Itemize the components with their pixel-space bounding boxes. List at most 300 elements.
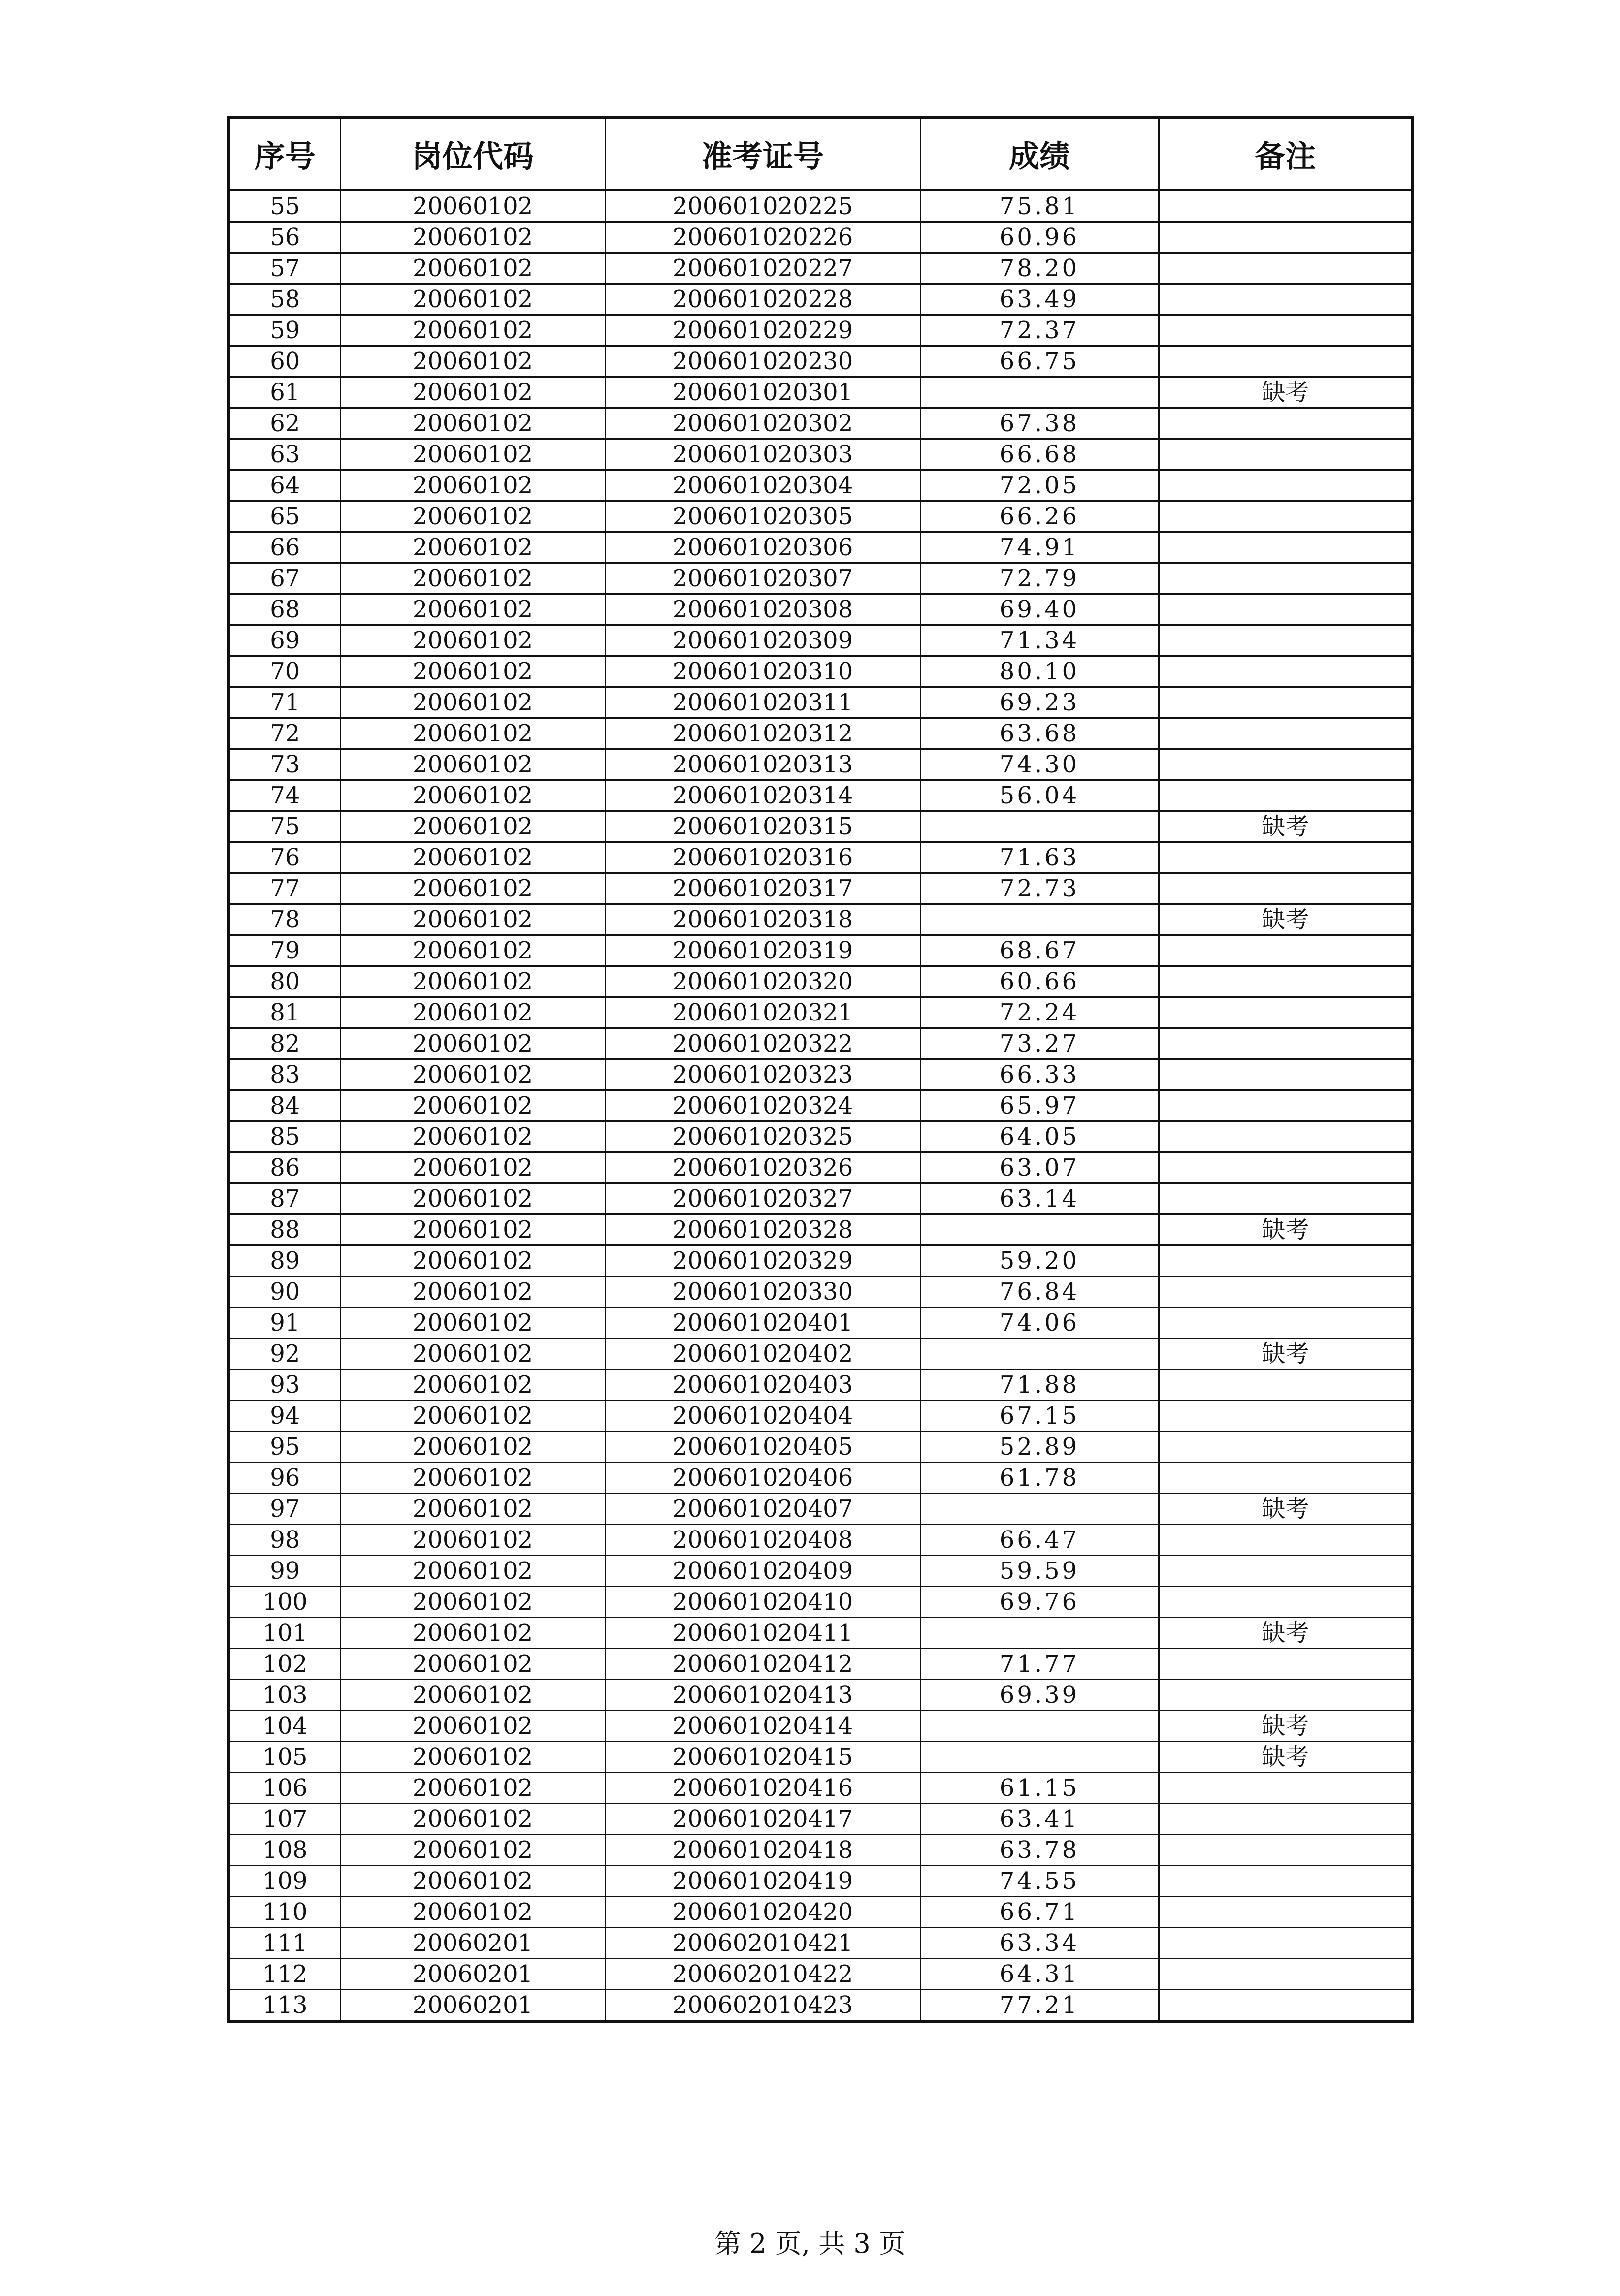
cell-seq: 93 xyxy=(229,1370,340,1401)
cell-score xyxy=(920,377,1159,408)
cell-seq: 58 xyxy=(229,284,340,315)
cell-seq: 85 xyxy=(229,1121,340,1152)
cell-seq: 98 xyxy=(229,1525,340,1556)
cell-remarks xyxy=(1159,222,1413,253)
cell-admission-number: 200601020226 xyxy=(605,222,920,253)
table-row xyxy=(229,190,1413,222)
cell-admission-number: 200601020418 xyxy=(605,1835,920,1866)
cell-admission-number: 200601020229 xyxy=(605,315,920,346)
cell-remarks: 缺考 xyxy=(1159,811,1413,842)
cell-position-code: 20060102 xyxy=(340,1152,605,1183)
score-table xyxy=(227,116,1414,2023)
table-row xyxy=(229,1401,1413,1432)
table-row xyxy=(229,966,1413,997)
cell-remarks xyxy=(1159,315,1413,346)
table-row xyxy=(229,1866,1413,1897)
cell-position-code: 20060201 xyxy=(340,1959,605,1990)
cell-seq: 81 xyxy=(229,997,340,1028)
cell-admission-number: 200601020415 xyxy=(605,1742,920,1773)
cell-admission-number: 200601020420 xyxy=(605,1897,920,1928)
cell-score: 71.77 xyxy=(920,1649,1159,1680)
table-row xyxy=(229,1214,1413,1245)
cell-position-code: 20060102 xyxy=(340,501,605,532)
cell-seq: 99 xyxy=(229,1556,340,1587)
cell-score: 77.21 xyxy=(920,1990,1159,2022)
table-row xyxy=(229,1028,1413,1059)
table-row xyxy=(229,346,1413,377)
table-row xyxy=(229,1742,1413,1773)
cell-remarks xyxy=(1159,1556,1413,1587)
cell-remarks xyxy=(1159,1028,1413,1059)
cell-position-code: 20060102 xyxy=(340,1897,605,1928)
cell-admission-number: 200601020305 xyxy=(605,501,920,532)
cell-position-code: 20060102 xyxy=(340,625,605,656)
cell-position-code: 20060102 xyxy=(340,873,605,904)
cell-position-code: 20060102 xyxy=(340,1680,605,1711)
cell-admission-number: 200601020322 xyxy=(605,1028,920,1059)
table-row xyxy=(229,1897,1413,1928)
cell-admission-number: 200601020410 xyxy=(605,1587,920,1618)
cell-remarks xyxy=(1159,656,1413,687)
cell-position-code: 20060102 xyxy=(340,1090,605,1121)
cell-score: 67.38 xyxy=(920,408,1159,439)
cell-position-code: 20060201 xyxy=(340,1928,605,1959)
cell-remarks xyxy=(1159,625,1413,656)
cell-remarks xyxy=(1159,346,1413,377)
cell-seq: 73 xyxy=(229,749,340,780)
table-row xyxy=(229,1370,1413,1401)
cell-position-code: 20060102 xyxy=(340,935,605,966)
cell-score: 66.75 xyxy=(920,346,1159,377)
cell-position-code: 20060102 xyxy=(340,687,605,718)
cell-score: 72.73 xyxy=(920,873,1159,904)
score-sheet xyxy=(227,116,1411,2023)
cell-admission-number: 200601020407 xyxy=(605,1494,920,1525)
cell-admission-number: 200602010421 xyxy=(605,1928,920,1959)
table-row xyxy=(229,408,1413,439)
cell-position-code: 20060102 xyxy=(340,284,605,315)
table-row xyxy=(229,718,1413,749)
table-row xyxy=(229,253,1413,284)
cell-admission-number: 200601020304 xyxy=(605,470,920,501)
cell-position-code: 20060102 xyxy=(340,1618,605,1649)
cell-position-code: 20060102 xyxy=(340,470,605,501)
cell-remarks xyxy=(1159,1245,1413,1276)
cell-seq: 72 xyxy=(229,718,340,749)
cell-score: 72.37 xyxy=(920,315,1159,346)
cell-position-code: 20060102 xyxy=(340,1494,605,1525)
cell-position-code: 20060102 xyxy=(340,563,605,594)
table-row xyxy=(229,1556,1413,1587)
cell-admission-number: 200601020225 xyxy=(605,190,920,222)
cell-remarks xyxy=(1159,1276,1413,1307)
cell-score: 74.06 xyxy=(920,1307,1159,1339)
cell-admission-number: 200601020412 xyxy=(605,1649,920,1680)
cell-admission-number: 200601020311 xyxy=(605,687,920,718)
cell-admission-number: 200601020403 xyxy=(605,1370,920,1401)
cell-admission-number: 200601020413 xyxy=(605,1680,920,1711)
cell-score xyxy=(920,1214,1159,1245)
cell-admission-number: 200601020406 xyxy=(605,1463,920,1494)
cell-seq: 91 xyxy=(229,1307,340,1339)
cell-score: 69.23 xyxy=(920,687,1159,718)
cell-remarks xyxy=(1159,780,1413,811)
cell-remarks xyxy=(1159,873,1413,904)
cell-seq: 69 xyxy=(229,625,340,656)
cell-seq: 57 xyxy=(229,253,340,284)
cell-remarks xyxy=(1159,532,1413,563)
cell-remarks: 缺考 xyxy=(1159,1214,1413,1245)
cell-remarks: 缺考 xyxy=(1159,904,1413,935)
cell-admission-number: 200601020404 xyxy=(605,1401,920,1432)
cell-remarks xyxy=(1159,1463,1413,1494)
cell-position-code: 20060102 xyxy=(340,222,605,253)
cell-position-code: 20060102 xyxy=(340,842,605,873)
table-row xyxy=(229,1152,1413,1183)
cell-position-code: 20060102 xyxy=(340,1432,605,1463)
cell-score: 69.76 xyxy=(920,1587,1159,1618)
cell-remarks: 缺考 xyxy=(1159,1339,1413,1370)
cell-position-code: 20060102 xyxy=(340,1339,605,1370)
cell-seq: 63 xyxy=(229,439,340,470)
cell-remarks xyxy=(1159,470,1413,501)
cell-remarks xyxy=(1159,966,1413,997)
cell-position-code: 20060102 xyxy=(340,190,605,222)
table-row xyxy=(229,594,1413,625)
cell-remarks xyxy=(1159,501,1413,532)
cell-seq: 101 xyxy=(229,1618,340,1649)
cell-seq: 84 xyxy=(229,1090,340,1121)
cell-score: 59.20 xyxy=(920,1245,1159,1276)
cell-admission-number: 200601020323 xyxy=(605,1059,920,1090)
table-row xyxy=(229,1339,1413,1370)
cell-remarks xyxy=(1159,1773,1413,1804)
cell-seq: 103 xyxy=(229,1680,340,1711)
cell-admission-number: 200601020411 xyxy=(605,1618,920,1649)
cell-admission-number: 200601020401 xyxy=(605,1307,920,1339)
cell-admission-number: 200601020402 xyxy=(605,1339,920,1370)
cell-score: 71.63 xyxy=(920,842,1159,873)
cell-seq: 94 xyxy=(229,1401,340,1432)
cell-score: 64.05 xyxy=(920,1121,1159,1152)
cell-seq: 59 xyxy=(229,315,340,346)
table-row xyxy=(229,1804,1413,1835)
cell-seq: 96 xyxy=(229,1463,340,1494)
cell-seq: 77 xyxy=(229,873,340,904)
cell-score: 63.14 xyxy=(920,1183,1159,1214)
cell-score: 72.24 xyxy=(920,997,1159,1028)
cell-remarks xyxy=(1159,1649,1413,1680)
cell-admission-number: 200601020315 xyxy=(605,811,920,842)
cell-admission-number: 200602010422 xyxy=(605,1959,920,1990)
cell-admission-number: 200601020329 xyxy=(605,1245,920,1276)
cell-position-code: 20060102 xyxy=(340,253,605,284)
cell-remarks xyxy=(1159,1990,1413,2022)
table-row xyxy=(229,501,1413,532)
table-row xyxy=(229,1245,1413,1276)
cell-score: 61.78 xyxy=(920,1463,1159,1494)
cell-admission-number: 200601020302 xyxy=(605,408,920,439)
cell-remarks xyxy=(1159,749,1413,780)
table-row xyxy=(229,377,1413,408)
cell-seq: 97 xyxy=(229,1494,340,1525)
cell-score: 69.39 xyxy=(920,1680,1159,1711)
cell-score: 63.49 xyxy=(920,284,1159,315)
cell-position-code: 20060102 xyxy=(340,315,605,346)
cell-remarks xyxy=(1159,842,1413,873)
cell-admission-number: 200601020330 xyxy=(605,1276,920,1307)
cell-position-code: 20060102 xyxy=(340,718,605,749)
cell-score: 75.81 xyxy=(920,190,1159,222)
cell-score: 80.10 xyxy=(920,656,1159,687)
cell-score: 65.97 xyxy=(920,1090,1159,1121)
cell-seq: 64 xyxy=(229,470,340,501)
header-seq: 序号 xyxy=(229,117,340,190)
cell-seq: 102 xyxy=(229,1649,340,1680)
table-row xyxy=(229,904,1413,935)
cell-admission-number: 200601020409 xyxy=(605,1556,920,1587)
cell-remarks xyxy=(1159,1307,1413,1339)
cell-remarks xyxy=(1159,1152,1413,1183)
page-footer: 第 2 页, 共 3 页 xyxy=(714,2228,906,2259)
cell-seq: 110 xyxy=(229,1897,340,1928)
cell-admission-number: 200601020414 xyxy=(605,1711,920,1742)
cell-remarks xyxy=(1159,997,1413,1028)
table-row xyxy=(229,687,1413,718)
cell-position-code: 20060102 xyxy=(340,811,605,842)
cell-admission-number: 200601020307 xyxy=(605,563,920,594)
cell-position-code: 20060102 xyxy=(340,1214,605,1245)
cell-seq: 107 xyxy=(229,1804,340,1835)
header-score: 成绩 xyxy=(920,117,1159,190)
cell-remarks xyxy=(1159,284,1413,315)
cell-score xyxy=(920,1494,1159,1525)
cell-score: 66.26 xyxy=(920,501,1159,532)
table-row xyxy=(229,1680,1413,1711)
table-header xyxy=(229,117,1413,190)
table-row xyxy=(229,842,1413,873)
cell-score: 56.04 xyxy=(920,780,1159,811)
cell-position-code: 20060102 xyxy=(340,1245,605,1276)
cell-score xyxy=(920,904,1159,935)
table-row xyxy=(229,1959,1413,1990)
cell-score: 63.34 xyxy=(920,1928,1159,1959)
cell-score: 69.40 xyxy=(920,594,1159,625)
cell-admission-number: 200601020314 xyxy=(605,780,920,811)
cell-seq: 104 xyxy=(229,1711,340,1742)
cell-remarks: 缺考 xyxy=(1159,1742,1413,1773)
cell-seq: 92 xyxy=(229,1339,340,1370)
cell-position-code: 20060102 xyxy=(340,1059,605,1090)
table-row xyxy=(229,1618,1413,1649)
cell-position-code: 20060102 xyxy=(340,780,605,811)
cell-score xyxy=(920,811,1159,842)
cell-seq: 106 xyxy=(229,1773,340,1804)
cell-admission-number: 200601020408 xyxy=(605,1525,920,1556)
table-row xyxy=(229,1587,1413,1618)
cell-remarks xyxy=(1159,1804,1413,1835)
cell-seq: 62 xyxy=(229,408,340,439)
cell-remarks xyxy=(1159,1587,1413,1618)
cell-position-code: 20060102 xyxy=(340,1866,605,1897)
table-row xyxy=(229,873,1413,904)
cell-score: 68.67 xyxy=(920,935,1159,966)
cell-seq: 74 xyxy=(229,780,340,811)
cell-score: 74.30 xyxy=(920,749,1159,780)
table-row xyxy=(229,656,1413,687)
cell-score: 66.68 xyxy=(920,439,1159,470)
table-row xyxy=(229,532,1413,563)
cell-score: 59.59 xyxy=(920,1556,1159,1587)
cell-admission-number: 200601020228 xyxy=(605,284,920,315)
header-row xyxy=(229,117,1413,190)
cell-score: 66.47 xyxy=(920,1525,1159,1556)
cell-seq: 75 xyxy=(229,811,340,842)
cell-remarks: 缺考 xyxy=(1159,377,1413,408)
cell-admission-number: 200601020325 xyxy=(605,1121,920,1152)
cell-position-code: 20060102 xyxy=(340,1401,605,1432)
cell-score: 61.15 xyxy=(920,1773,1159,1804)
table-row xyxy=(229,1090,1413,1121)
table-row xyxy=(229,997,1413,1028)
cell-seq: 87 xyxy=(229,1183,340,1214)
cell-remarks xyxy=(1159,1835,1413,1866)
cell-score: 63.07 xyxy=(920,1152,1159,1183)
cell-score: 67.15 xyxy=(920,1401,1159,1432)
cell-remarks xyxy=(1159,718,1413,749)
cell-score xyxy=(920,1711,1159,1742)
cell-admission-number: 200601020327 xyxy=(605,1183,920,1214)
table-row xyxy=(229,935,1413,966)
cell-seq: 65 xyxy=(229,501,340,532)
cell-position-code: 20060102 xyxy=(340,1711,605,1742)
table-row xyxy=(229,222,1413,253)
cell-position-code: 20060102 xyxy=(340,1463,605,1494)
table-row xyxy=(229,1649,1413,1680)
table-row xyxy=(229,315,1413,346)
cell-score: 78.20 xyxy=(920,253,1159,284)
table-row xyxy=(229,1990,1413,2022)
cell-score xyxy=(920,1742,1159,1773)
table-row xyxy=(229,1928,1413,1959)
cell-seq: 80 xyxy=(229,966,340,997)
cell-seq: 61 xyxy=(229,377,340,408)
cell-position-code: 20060102 xyxy=(340,594,605,625)
cell-remarks xyxy=(1159,1370,1413,1401)
cell-admission-number: 200601020313 xyxy=(605,749,920,780)
cell-seq: 67 xyxy=(229,563,340,594)
cell-seq: 111 xyxy=(229,1928,340,1959)
cell-score: 76.84 xyxy=(920,1276,1159,1307)
cell-remarks xyxy=(1159,1121,1413,1152)
cell-admission-number: 200601020326 xyxy=(605,1152,920,1183)
header-admission-number: 准考证号 xyxy=(605,117,920,190)
table-row xyxy=(229,1307,1413,1339)
cell-seq: 100 xyxy=(229,1587,340,1618)
header-remarks: 备注 xyxy=(1159,117,1413,190)
cell-position-code: 20060102 xyxy=(340,377,605,408)
cell-remarks xyxy=(1159,1897,1413,1928)
cell-seq: 60 xyxy=(229,346,340,377)
cell-score: 63.68 xyxy=(920,718,1159,749)
cell-seq: 79 xyxy=(229,935,340,966)
cell-score: 71.88 xyxy=(920,1370,1159,1401)
table-row xyxy=(229,439,1413,470)
cell-position-code: 20060102 xyxy=(340,1276,605,1307)
cell-position-code: 20060102 xyxy=(340,997,605,1028)
table-row xyxy=(229,470,1413,501)
cell-score: 73.27 xyxy=(920,1028,1159,1059)
table-row xyxy=(229,1773,1413,1804)
cell-remarks xyxy=(1159,935,1413,966)
table-row xyxy=(229,1835,1413,1866)
cell-remarks xyxy=(1159,1928,1413,1959)
cell-seq: 109 xyxy=(229,1866,340,1897)
cell-position-code: 20060102 xyxy=(340,532,605,563)
cell-position-code: 20060102 xyxy=(340,1183,605,1214)
cell-admission-number: 200601020303 xyxy=(605,439,920,470)
cell-seq: 78 xyxy=(229,904,340,935)
cell-remarks xyxy=(1159,594,1413,625)
cell-seq: 113 xyxy=(229,1990,340,2022)
cell-admission-number: 200601020321 xyxy=(605,997,920,1028)
cell-seq: 112 xyxy=(229,1959,340,1990)
table-row xyxy=(229,811,1413,842)
table-row xyxy=(229,1463,1413,1494)
cell-seq: 86 xyxy=(229,1152,340,1183)
cell-admission-number: 200601020405 xyxy=(605,1432,920,1463)
cell-position-code: 20060102 xyxy=(340,1773,605,1804)
cell-seq: 88 xyxy=(229,1214,340,1245)
cell-admission-number: 200601020324 xyxy=(605,1090,920,1121)
cell-position-code: 20060102 xyxy=(340,1587,605,1618)
cell-admission-number: 200601020318 xyxy=(605,904,920,935)
cell-position-code: 20060102 xyxy=(340,1742,605,1773)
cell-position-code: 20060102 xyxy=(340,1649,605,1680)
cell-position-code: 20060102 xyxy=(340,1028,605,1059)
cell-position-code: 20060102 xyxy=(340,1307,605,1339)
cell-remarks xyxy=(1159,190,1413,222)
cell-remarks xyxy=(1159,1183,1413,1214)
cell-position-code: 20060102 xyxy=(340,1835,605,1866)
table-row xyxy=(229,1059,1413,1090)
cell-admission-number: 200601020316 xyxy=(605,842,920,873)
cell-remarks xyxy=(1159,1059,1413,1090)
cell-admission-number: 200601020416 xyxy=(605,1773,920,1804)
cell-seq: 66 xyxy=(229,532,340,563)
table-body xyxy=(229,190,1413,2021)
cell-position-code: 20060102 xyxy=(340,904,605,935)
cell-remarks xyxy=(1159,1432,1413,1463)
cell-remarks xyxy=(1159,1525,1413,1556)
cell-position-code: 20060102 xyxy=(340,966,605,997)
cell-seq: 68 xyxy=(229,594,340,625)
cell-admission-number: 200602010423 xyxy=(605,1990,920,2022)
cell-admission-number: 200601020306 xyxy=(605,532,920,563)
cell-score: 60.96 xyxy=(920,222,1159,253)
cell-score: 66.71 xyxy=(920,1897,1159,1928)
cell-position-code: 20060102 xyxy=(340,408,605,439)
cell-score xyxy=(920,1339,1159,1370)
cell-remarks xyxy=(1159,1401,1413,1432)
cell-seq: 70 xyxy=(229,656,340,687)
cell-score: 52.89 xyxy=(920,1432,1159,1463)
cell-position-code: 20060102 xyxy=(340,1556,605,1587)
cell-score: 60.66 xyxy=(920,966,1159,997)
cell-score: 72.79 xyxy=(920,563,1159,594)
cell-remarks: 缺考 xyxy=(1159,1494,1413,1525)
cell-admission-number: 200601020320 xyxy=(605,966,920,997)
